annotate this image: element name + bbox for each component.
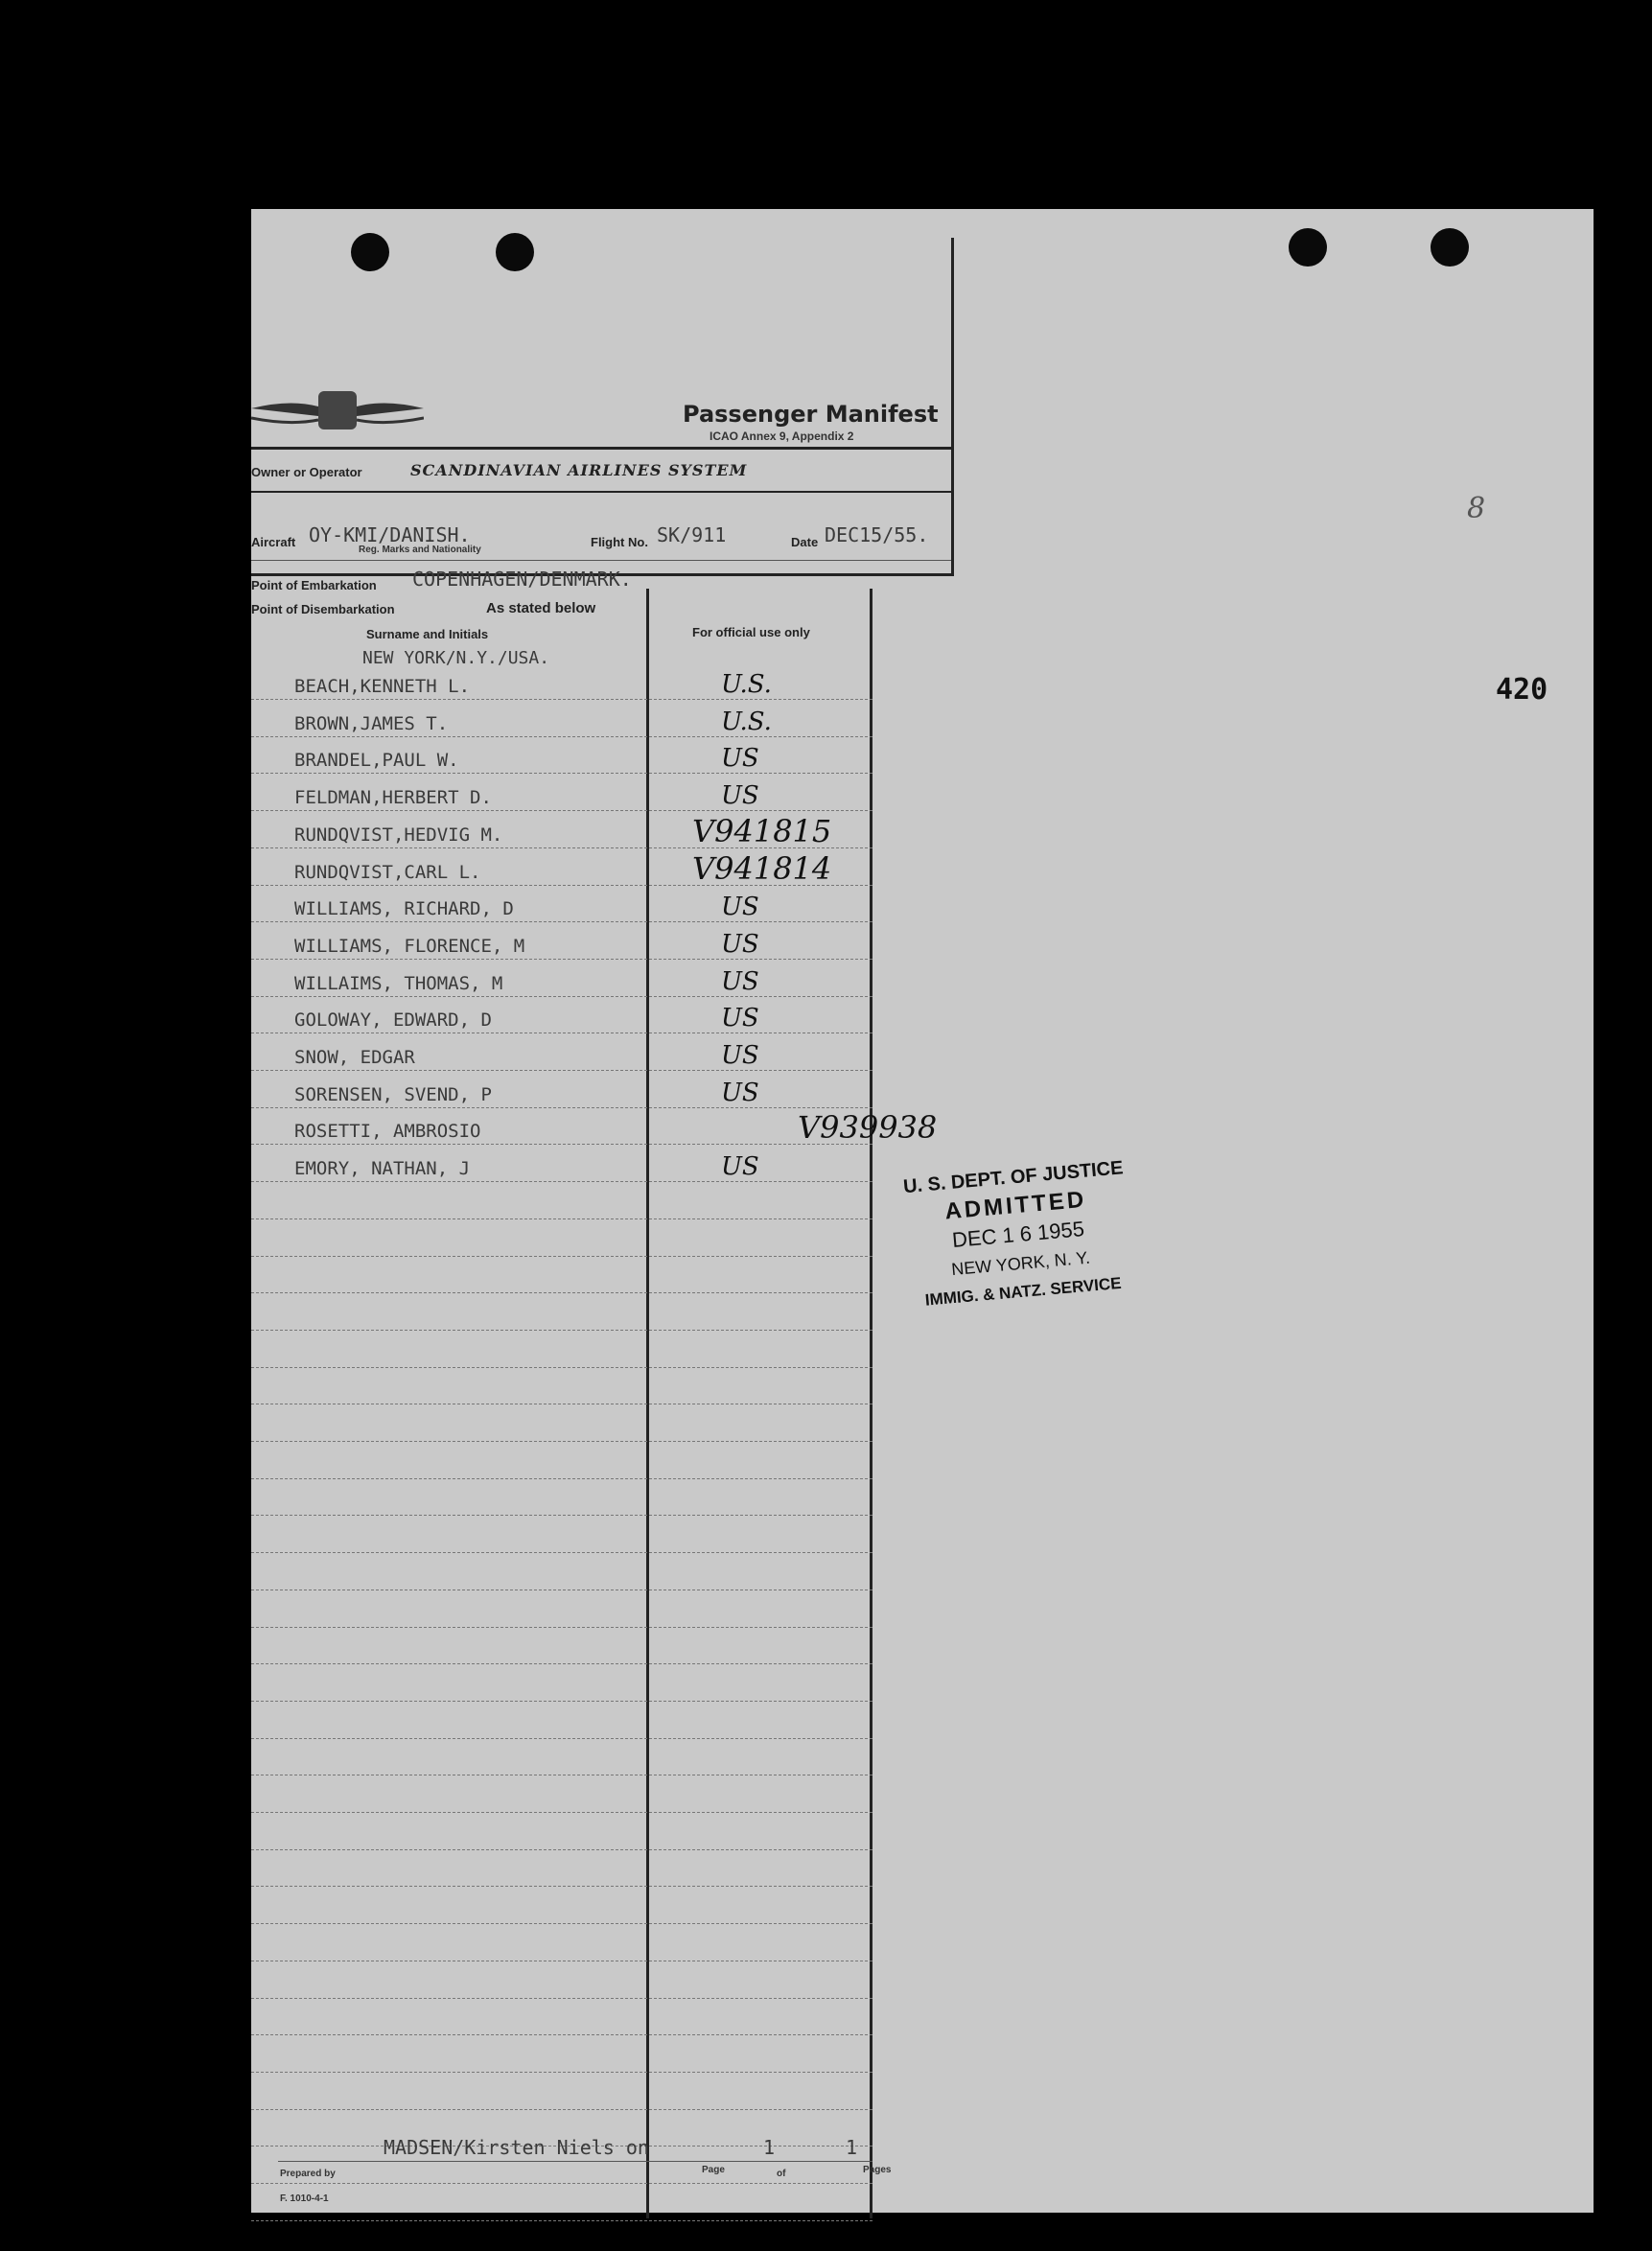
- ruled-line: [251, 1701, 873, 1702]
- official-mark: US: [721, 744, 759, 774]
- ruled-line: [251, 1998, 873, 1999]
- official-mark: US: [721, 1004, 759, 1033]
- passenger-name: RUNDQVIST,HEDVIG M.: [294, 824, 503, 846]
- owner-value: SCANDINAVIAN AIRLINES SYSTEM: [410, 461, 748, 479]
- ruled-line: [251, 1367, 873, 1368]
- of-label: of: [777, 2169, 786, 2179]
- official-mark: US: [721, 1041, 759, 1070]
- ruled-line: [251, 959, 873, 960]
- destination: NEW YORK/N.Y./USA.: [362, 648, 550, 668]
- aircraft-label: Aircraft: [251, 535, 296, 549]
- ruled-line: [251, 1256, 873, 1257]
- passenger-name: FELDMAN,HERBERT D.: [294, 787, 492, 809]
- ruled-line: [251, 1330, 873, 1331]
- flight-value: SK/911: [657, 523, 727, 546]
- official-mark: US: [721, 893, 759, 922]
- ruled-line: [251, 810, 873, 811]
- punch-hole: [1289, 228, 1327, 267]
- page-label: Page: [702, 2165, 725, 2175]
- ruled-line: [251, 1478, 873, 1479]
- owner-label: Owner or Operator: [251, 465, 362, 479]
- official-mark: US: [721, 1078, 759, 1107]
- ruled-line: [251, 2183, 873, 2184]
- ruled-line: [251, 1107, 873, 1108]
- admitted-stamp: [878, 1151, 1158, 1318]
- embarkation-label: Point of Embarkation: [251, 578, 377, 592]
- ruled-line: [251, 1070, 873, 1071]
- ruled-line: [251, 736, 873, 737]
- stamp-department: U. S. DEPT. OF JUSTICE: [902, 1157, 1125, 1198]
- ruled-line: [251, 1515, 873, 1516]
- ruled-line: [251, 1552, 873, 1553]
- official-mark: US: [721, 929, 759, 959]
- date-label: Date: [791, 535, 819, 549]
- reg-sublabel: Reg. Marks and Nationality: [359, 545, 481, 555]
- manifest-page: [251, 209, 1594, 2213]
- ruled-line: [251, 1886, 873, 1887]
- ruled-line: [251, 2034, 873, 2035]
- ruled-line: [251, 2220, 873, 2221]
- ruled-line: [251, 921, 873, 922]
- stamp-service: IMMIG. & NATZ. SERVICE: [924, 1273, 1123, 1310]
- official-mark: US: [721, 966, 759, 996]
- ruled-line: [251, 1292, 873, 1293]
- official-mark: US: [721, 781, 759, 811]
- official-mark: U.S.: [721, 670, 772, 699]
- passenger-name: ROSETTI, AMBROSIO: [294, 1121, 481, 1143]
- name-column-header: Surname and Initials: [366, 627, 489, 641]
- manifest-title: Passenger Manifest: [683, 401, 939, 428]
- ruled-line: [251, 1181, 873, 1182]
- official-mark: US: [721, 1152, 759, 1182]
- prepared-by-value: MADSEN/Kirsten Niels on: [384, 2136, 649, 2159]
- passenger-name: BRANDEL,PAUL W.: [294, 750, 459, 772]
- page-value: 1: [763, 2136, 776, 2159]
- ruled-line: [251, 996, 873, 997]
- passenger-name: SNOW, EDGAR: [294, 1047, 415, 1068]
- ruled-line: [251, 1923, 873, 1924]
- ruled-line: [251, 1144, 873, 1145]
- ruled-line: [251, 1218, 873, 1219]
- airline-logo-icon: [251, 380, 424, 447]
- stamp-city: NEW YORK, N. Y.: [950, 1247, 1091, 1280]
- ruled-line: [251, 1849, 873, 1850]
- ruled-line: [251, 2072, 873, 2073]
- passenger-name: WILLIAMS, FLORENCE, M: [294, 935, 525, 957]
- passenger-name: BROWN,JAMES T.: [294, 712, 449, 734]
- ruled-line: [251, 1812, 873, 1813]
- disembarkation-label: Point of Disembarkation: [251, 602, 395, 616]
- ruled-line: [251, 1627, 873, 1628]
- passenger-name: EMORY, NATHAN, J: [294, 1158, 471, 1180]
- header-form: [251, 238, 954, 616]
- ruled-line: [251, 1441, 873, 1442]
- form-code: F. 1010-4-1: [280, 2193, 329, 2204]
- embarkation-value: COPENHAGEN/DENMARK.: [412, 568, 632, 591]
- official-mark: V939938: [798, 1109, 938, 1147]
- passenger-name: SORENSEN, SVEND, P: [294, 1083, 492, 1105]
- official-mark: V941814: [692, 849, 832, 887]
- ruled-line: [251, 1738, 873, 1739]
- passenger-name: GOLOWAY, EDWARD, D: [294, 1009, 492, 1032]
- punch-hole: [1431, 228, 1469, 267]
- ruled-line: [251, 2109, 873, 2110]
- passenger-name: WILLIAMS, RICHARD, D: [294, 898, 514, 920]
- passenger-name: BEACH,KENNETH L.: [294, 676, 471, 697]
- prepared-by-label: Prepared by: [280, 2169, 336, 2179]
- passenger-name: WILLAIMS, THOMAS, M: [294, 972, 503, 994]
- pages-label: Pages: [863, 2165, 892, 2175]
- official-mark: V941815: [692, 812, 832, 849]
- official-mark: U.S.: [721, 707, 772, 736]
- manifest-subtitle: ICAO Annex 9, Appendix 2: [710, 429, 854, 443]
- ruled-line: [251, 1663, 873, 1664]
- passenger-name: RUNDQVIST,CARL L.: [294, 861, 481, 883]
- disembarkation-value: As stated below: [486, 600, 596, 616]
- page-number: 420: [1496, 673, 1548, 707]
- ruled-line: [251, 699, 873, 700]
- flight-label: Flight No.: [591, 535, 648, 549]
- stamp-admitted: ADMITTED: [943, 1186, 1088, 1225]
- stamp-date: DEC 1 6 1955: [951, 1217, 1085, 1252]
- official-column-header: For official use only: [692, 625, 810, 639]
- corner-mark: 8: [1467, 492, 1486, 525]
- of-value: 1: [846, 2136, 858, 2159]
- ruled-line: [251, 773, 873, 774]
- date-value: DEC15/55.: [825, 523, 929, 546]
- aircraft-value: OY-KMI/DANISH.: [309, 523, 471, 546]
